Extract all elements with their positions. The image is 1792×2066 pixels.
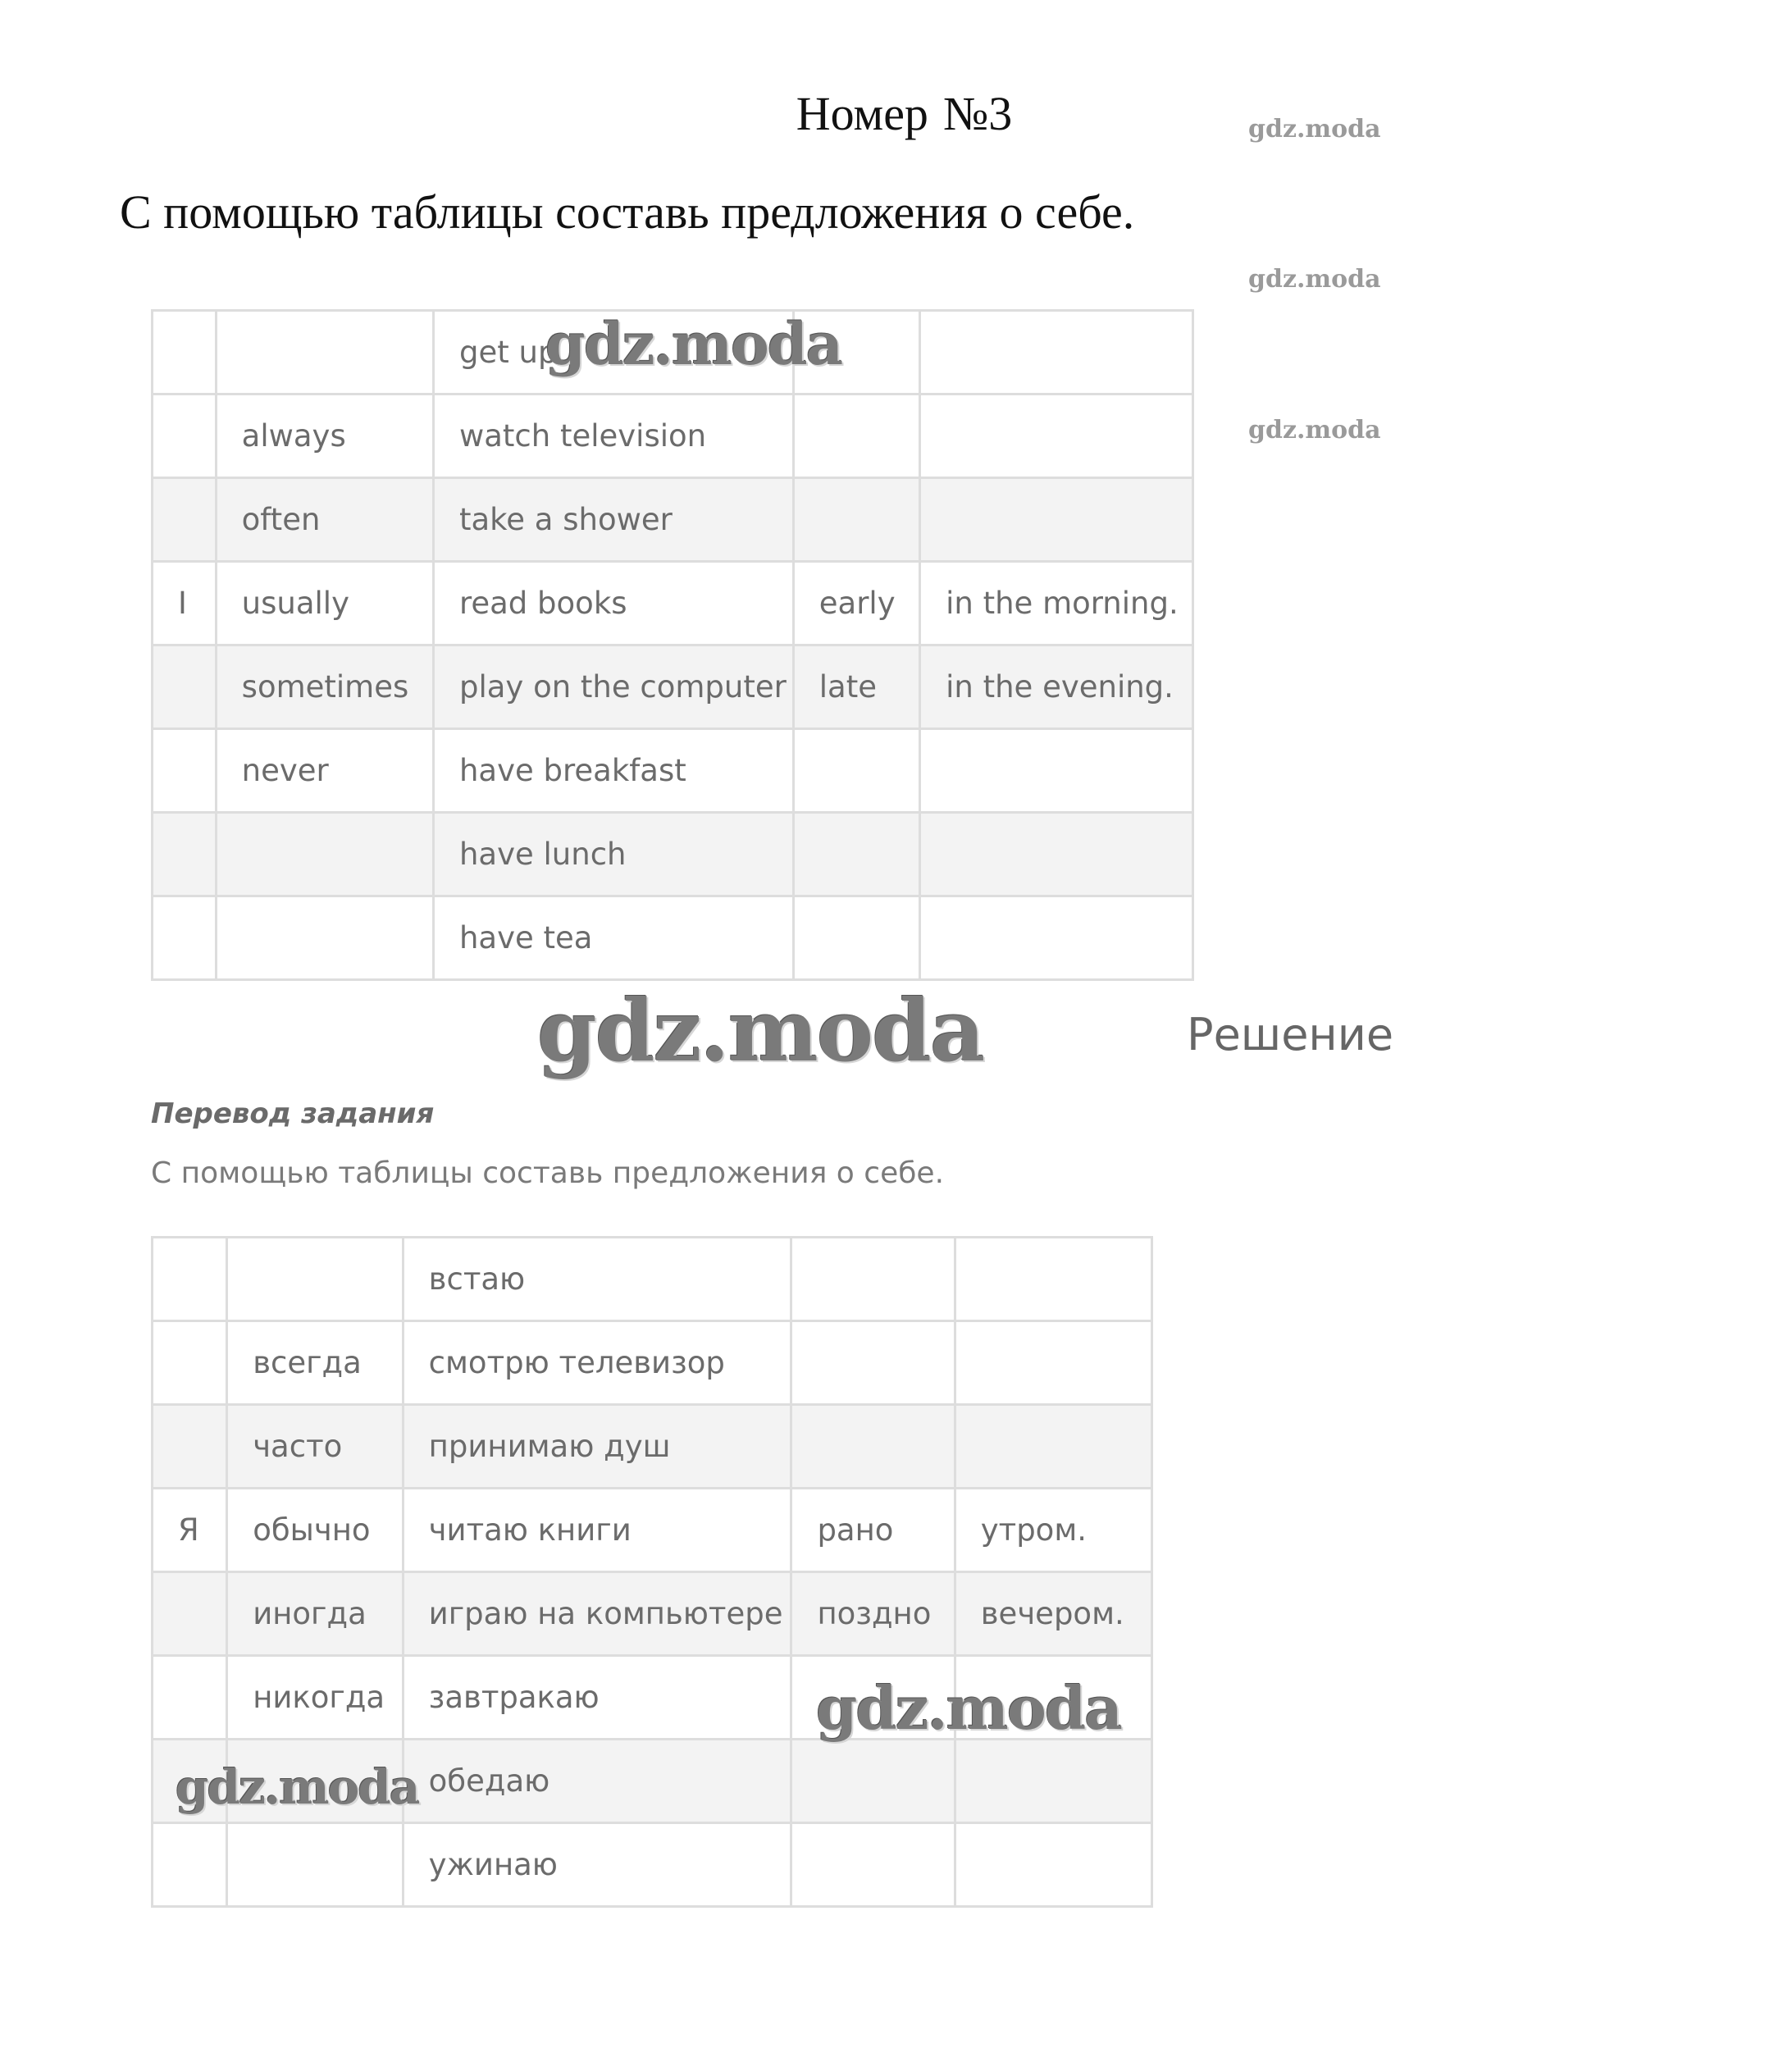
table-row (153, 729, 1193, 813)
table-cell: Я (153, 1489, 227, 1572)
table-cell: смотрю телевизор (403, 1321, 791, 1405)
table-cell: never (216, 729, 433, 813)
table-row (153, 813, 1193, 896)
table-cell (153, 896, 217, 980)
table-cell: иногда (227, 1572, 403, 1656)
table-row (153, 896, 1193, 980)
solution-label: Решение (1187, 1009, 1394, 1060)
table-cell: get up (433, 311, 793, 395)
table-cell: in the evening. (920, 645, 1193, 729)
table-cell: обедаю (403, 1740, 791, 1823)
table-cell (955, 1823, 1151, 1907)
table-cell (153, 1238, 227, 1321)
table-cell (153, 729, 217, 813)
table-cell (793, 813, 919, 896)
table-cell (227, 1238, 403, 1321)
table-cell: всегда (227, 1321, 403, 1405)
table-cell (793, 729, 919, 813)
watermark-small-3: gdz.moda (1248, 416, 1381, 445)
table-cell: встаю (403, 1238, 791, 1321)
translation-heading: Перевод задания (151, 1097, 435, 1130)
table-cell (955, 1740, 1151, 1823)
title-prefix: Номер (796, 87, 928, 140)
table-cell (153, 645, 217, 729)
table-cell (153, 1572, 227, 1656)
table-cell (153, 813, 217, 896)
table-cell (791, 1740, 955, 1823)
table-cell: рано (791, 1489, 955, 1572)
table-cell: утром. (955, 1489, 1151, 1572)
table-cell: usually (216, 562, 433, 645)
table-cell (920, 813, 1193, 896)
table-cell: have lunch (433, 813, 793, 896)
table-row (153, 645, 1193, 729)
table-cell: I (153, 562, 217, 645)
table-cell: принимаю душ (403, 1405, 791, 1489)
table-cell (227, 1823, 403, 1907)
table-cell: in the morning. (920, 562, 1193, 645)
table-cell (920, 729, 1193, 813)
table-cell (153, 395, 217, 478)
table-cell: часто (227, 1405, 403, 1489)
table-cell (920, 311, 1193, 395)
table-cell (955, 1238, 1151, 1321)
table-cell (791, 1405, 955, 1489)
watermark-1: gdz.moda (545, 310, 842, 378)
table-row (153, 1238, 1152, 1321)
table-cell: have breakfast (433, 729, 793, 813)
table-cell: никогда (227, 1656, 403, 1740)
watermark-2: gdz.moda (537, 980, 984, 1081)
table-row (153, 562, 1193, 645)
table-cell (793, 896, 919, 980)
watermark-small-1: gdz.moda (1248, 115, 1381, 144)
title-number: №3 (942, 87, 1013, 140)
table-cell (920, 478, 1193, 562)
table-cell (153, 1823, 227, 1907)
table-cell (216, 311, 433, 395)
table-cell (791, 1321, 955, 1405)
table-cell: often (216, 478, 433, 562)
table-cell (920, 395, 1193, 478)
table-row (153, 1572, 1152, 1656)
table-cell (920, 896, 1193, 980)
table-cell (791, 1238, 955, 1321)
table-cell: watch television (433, 395, 793, 478)
table-cell: late (793, 645, 919, 729)
table-cell: early (793, 562, 919, 645)
table-cell (153, 1656, 227, 1740)
table-cell: always (216, 395, 433, 478)
task-text: С помощью таблицы составь предложения о себе. (120, 185, 1135, 239)
table-cell (793, 395, 919, 478)
table-cell (216, 896, 433, 980)
table-cell: take a shower (433, 478, 793, 562)
watermark-3: gdz.moda (816, 1673, 1121, 1743)
table-row (153, 1321, 1152, 1405)
table-cell (153, 1321, 227, 1405)
table-cell (955, 1405, 1151, 1489)
table-cell: вечером. (955, 1572, 1151, 1656)
table-cell: play on the computer (433, 645, 793, 729)
table-cell: sometimes (216, 645, 433, 729)
table-cell: завтракаю (403, 1656, 791, 1740)
table-cell: have tea (433, 896, 793, 980)
page-title (0, 86, 1792, 141)
table-cell: обычно (227, 1489, 403, 1572)
table-row (153, 395, 1193, 478)
table-cell (791, 1823, 955, 1907)
table-cell (153, 311, 217, 395)
table-row (153, 1823, 1152, 1907)
table-cell: играю на компьютере (403, 1572, 791, 1656)
watermark-4: gdz.moda (176, 1759, 419, 1815)
table-cell (955, 1321, 1151, 1405)
table-cell (216, 813, 433, 896)
table-row (153, 1489, 1152, 1572)
table-cell (793, 478, 919, 562)
translation-text: С помощью таблицы составь предложения о себе. (151, 1156, 945, 1190)
table-cell: читаю книги (403, 1489, 791, 1572)
table-row (153, 1405, 1152, 1489)
table-cell: read books (433, 562, 793, 645)
english-table (151, 309, 1194, 981)
table-row (153, 478, 1193, 562)
table-cell: поздно (791, 1572, 955, 1656)
table-cell (153, 1405, 227, 1489)
table-cell (153, 478, 217, 562)
watermark-small-2: gdz.moda (1248, 265, 1381, 294)
table-cell: ужинаю (403, 1823, 791, 1907)
